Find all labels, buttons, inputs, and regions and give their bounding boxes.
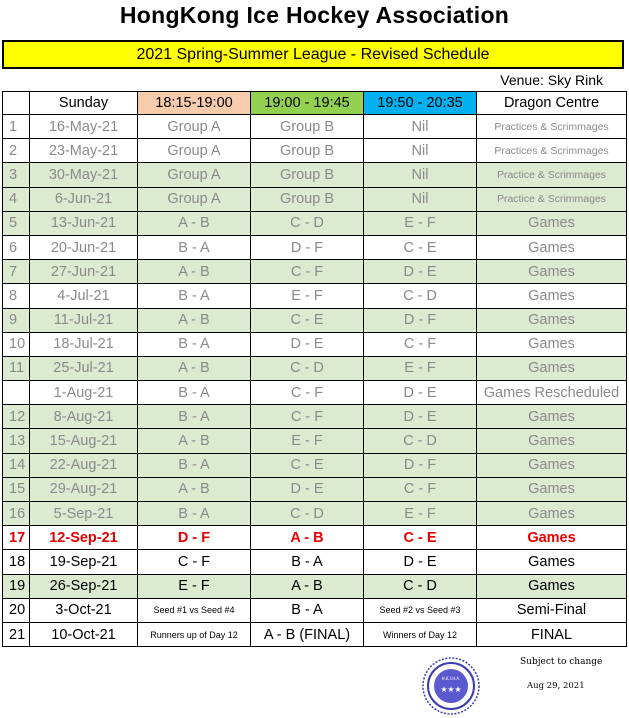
row-dragon-centre: Games <box>477 308 627 332</box>
svg-text:★: ★ <box>440 685 448 694</box>
row-date: 22-Aug-21 <box>30 453 138 477</box>
row-date: 4-Jul-21 <box>30 284 138 308</box>
row-slot-3: C - D <box>364 574 477 598</box>
header-slot-2: 19:00 - 19:45 <box>251 92 364 115</box>
subject-to-change-note: Subject to change <box>520 657 603 667</box>
schedule-row <box>3 526 627 550</box>
row-slot-2: Group B <box>251 163 364 187</box>
row-date: 8-Aug-21 <box>30 405 138 429</box>
row-date: 6-Jun-21 <box>30 187 138 211</box>
row-slot-1: A - B <box>138 429 251 453</box>
row-date: 20-Jun-21 <box>30 235 138 259</box>
schedule-row <box>3 502 627 526</box>
row-number: 20 <box>3 598 30 622</box>
header-dragon-centre: Dragon Centre <box>477 92 627 115</box>
row-date: 30-May-21 <box>30 163 138 187</box>
row-slot-2: D - E <box>251 477 364 501</box>
svg-text:H.K.I.H.A.: H.K.I.H.A. <box>441 676 461 681</box>
row-slot-2: A - B <box>251 574 364 598</box>
row-date: 23-May-21 <box>30 139 138 163</box>
row-slot-2: A - B <box>251 526 364 550</box>
row-date: 26-Sep-21 <box>30 574 138 598</box>
row-number: 11 <box>3 356 30 380</box>
row-slot-2: C - F <box>251 381 364 405</box>
row-dragon-centre: Games <box>477 526 627 550</box>
row-slot-2: A - B (FINAL) <box>251 622 364 646</box>
row-slot-2: B - A <box>251 550 364 574</box>
row-slot-3: D - E <box>364 381 477 405</box>
schedule-body <box>3 115 627 647</box>
row-dragon-centre: Practices & Scrimmages <box>477 139 627 163</box>
row-dragon-centre: Games <box>477 235 627 259</box>
row-slot-2: C - D <box>251 502 364 526</box>
row-date: 1-Aug-21 <box>30 381 138 405</box>
row-slot-3: Nil <box>364 139 477 163</box>
row-number: 5 <box>3 211 30 235</box>
row-slot-2: E - F <box>251 429 364 453</box>
row-number: 8 <box>3 284 30 308</box>
row-dragon-centre: Games <box>477 453 627 477</box>
row-number: 6 <box>3 235 30 259</box>
venue-label: Venue: Sky Rink <box>500 72 603 88</box>
schedule-row <box>3 429 627 453</box>
row-date: 16-May-21 <box>30 115 138 139</box>
row-slot-2: C - E <box>251 453 364 477</box>
svg-text:★: ★ <box>447 685 455 694</box>
row-slot-3: Nil <box>364 115 477 139</box>
row-slot-3: D - F <box>364 453 477 477</box>
header-slot-3: 19:50 - 20:35 <box>364 92 477 115</box>
schedule-row <box>3 211 627 235</box>
row-slot-1: D - F <box>138 526 251 550</box>
row-dragon-centre: Semi-Final <box>477 598 627 622</box>
schedule-row <box>3 235 627 259</box>
row-slot-1: B - A <box>138 453 251 477</box>
page-title: HongKong Ice Hockey Association <box>119 2 510 28</box>
row-date: 11-Jul-21 <box>30 308 138 332</box>
row-number <box>3 381 30 405</box>
schedule-row <box>3 453 627 477</box>
row-dragon-centre: Games <box>477 502 627 526</box>
row-date: 25-Jul-21 <box>30 356 138 380</box>
row-slot-2: C - F <box>251 260 364 284</box>
row-slot-1: B - A <box>138 502 251 526</box>
row-slot-1: Group A <box>138 115 251 139</box>
row-dragon-centre: Games <box>477 550 627 574</box>
row-dragon-centre: Games Rescheduled <box>477 381 627 405</box>
row-dragon-centre: Games <box>477 429 627 453</box>
row-number: 18 <box>3 550 30 574</box>
row-slot-3: C - E <box>364 235 477 259</box>
row-date: 3-Oct-21 <box>30 598 138 622</box>
league-banner: 2021 Spring-Summer League - Revised Schedule <box>2 40 624 69</box>
row-number: 21 <box>3 622 30 646</box>
schedule-row <box>3 405 627 429</box>
row-slot-1: Group A <box>138 139 251 163</box>
row-slot-1: A - B <box>138 308 251 332</box>
schedule-row <box>3 598 627 622</box>
schedule-row <box>3 284 627 308</box>
row-slot-3: C - F <box>364 477 477 501</box>
row-slot-1: E - F <box>138 574 251 598</box>
svg-text:★: ★ <box>454 685 462 694</box>
row-slot-1: A - B <box>138 211 251 235</box>
row-slot-3: C - D <box>364 284 477 308</box>
row-slot-1: A - B <box>138 477 251 501</box>
schedule-row <box>3 260 627 284</box>
row-dragon-centre: Games <box>477 574 627 598</box>
row-number: 14 <box>3 453 30 477</box>
schedule-row <box>3 139 627 163</box>
row-slot-3: D - E <box>364 550 477 574</box>
row-number: 10 <box>3 332 30 356</box>
row-number: 1 <box>3 115 30 139</box>
row-slot-1: Runners up of Day 12 <box>138 622 251 646</box>
header-slot-1: 18:15-19:00 <box>138 92 251 115</box>
row-slot-3: Seed #2 vs Seed #3 <box>364 598 477 622</box>
row-dragon-centre: Practice & Scrimmages <box>477 187 627 211</box>
row-slot-2: Group B <box>251 115 364 139</box>
row-date: 29-Aug-21 <box>30 477 138 501</box>
header-row <box>3 92 627 115</box>
row-dragon-centre: Games <box>477 260 627 284</box>
row-slot-3: Nil <box>364 163 477 187</box>
schedule-row <box>3 622 627 646</box>
row-date: 15-Aug-21 <box>30 429 138 453</box>
row-slot-2: C - E <box>251 308 364 332</box>
row-slot-2: D - E <box>251 332 364 356</box>
row-number: 13 <box>3 429 30 453</box>
row-number: 9 <box>3 308 30 332</box>
row-slot-1: C - F <box>138 550 251 574</box>
row-slot-2: Group B <box>251 187 364 211</box>
row-slot-1: A - B <box>138 260 251 284</box>
schedule-row <box>3 115 627 139</box>
row-dragon-centre: Games <box>477 211 627 235</box>
row-number: 15 <box>3 477 30 501</box>
row-dragon-centre: Games <box>477 356 627 380</box>
revision-date: Aug 29, 2021 <box>527 681 585 691</box>
schedule-table <box>2 91 627 647</box>
row-number: 2 <box>3 139 30 163</box>
row-slot-3: Winners of Day 12 <box>364 622 477 646</box>
row-number: 17 <box>3 526 30 550</box>
row-number: 4 <box>3 187 30 211</box>
row-slot-3: Nil <box>364 187 477 211</box>
header-sunday: Sunday <box>30 92 138 115</box>
row-slot-2: B - A <box>251 598 364 622</box>
row-number: 7 <box>3 260 30 284</box>
row-slot-1: Group A <box>138 163 251 187</box>
row-slot-1: A - B <box>138 356 251 380</box>
row-date: 10-Oct-21 <box>30 622 138 646</box>
row-dragon-centre: Practices & Scrimmages <box>477 115 627 139</box>
row-date: 13-Jun-21 <box>30 211 138 235</box>
row-slot-3: C - D <box>364 429 477 453</box>
schedule-row <box>3 332 627 356</box>
row-slot-1: B - A <box>138 284 251 308</box>
row-dragon-centre: Games <box>477 284 627 308</box>
schedule-row <box>3 574 627 598</box>
row-number: 3 <box>3 163 30 187</box>
row-slot-1: B - A <box>138 332 251 356</box>
schedule-row <box>3 308 627 332</box>
schedule-row <box>3 163 627 187</box>
row-date: 12-Sep-21 <box>30 526 138 550</box>
row-slot-2: E - F <box>251 284 364 308</box>
row-slot-1: B - A <box>138 235 251 259</box>
row-slot-3: D - E <box>364 260 477 284</box>
row-slot-3: E - F <box>364 502 477 526</box>
row-slot-2: C - D <box>251 211 364 235</box>
row-dragon-centre: Games <box>477 332 627 356</box>
row-slot-1: Seed #1 vs Seed #4 <box>138 598 251 622</box>
row-date: 19-Sep-21 <box>30 550 138 574</box>
row-dragon-centre: FINAL <box>477 622 627 646</box>
row-slot-3: D - E <box>364 405 477 429</box>
schedule-row <box>3 550 627 574</box>
row-slot-1: B - A <box>138 405 251 429</box>
row-slot-1: B - A <box>138 381 251 405</box>
row-number: 19 <box>3 574 30 598</box>
row-dragon-centre: Games <box>477 405 627 429</box>
row-date: 18-Jul-21 <box>30 332 138 356</box>
row-slot-3: E - F <box>364 211 477 235</box>
row-slot-2: Group B <box>251 139 364 163</box>
schedule-row <box>3 187 627 211</box>
row-slot-3: C - F <box>364 332 477 356</box>
association-seal-icon <box>418 656 484 716</box>
row-date: 5-Sep-21 <box>30 502 138 526</box>
schedule-row <box>3 356 627 380</box>
schedule-row <box>3 477 627 501</box>
row-number: 16 <box>3 502 30 526</box>
header-num <box>3 92 30 115</box>
row-slot-3: E - F <box>364 356 477 380</box>
schedule-row <box>3 381 627 405</box>
row-slot-3: C - E <box>364 526 477 550</box>
row-slot-2: C - F <box>251 405 364 429</box>
row-slot-2: D - F <box>251 235 364 259</box>
row-slot-3: D - F <box>364 308 477 332</box>
row-date: 27-Jun-21 <box>30 260 138 284</box>
row-slot-2: C - D <box>251 356 364 380</box>
row-dragon-centre: Games <box>477 477 627 501</box>
row-dragon-centre: Practice & Scrimmages <box>477 163 627 187</box>
row-slot-1: Group A <box>138 187 251 211</box>
row-number: 12 <box>3 405 30 429</box>
